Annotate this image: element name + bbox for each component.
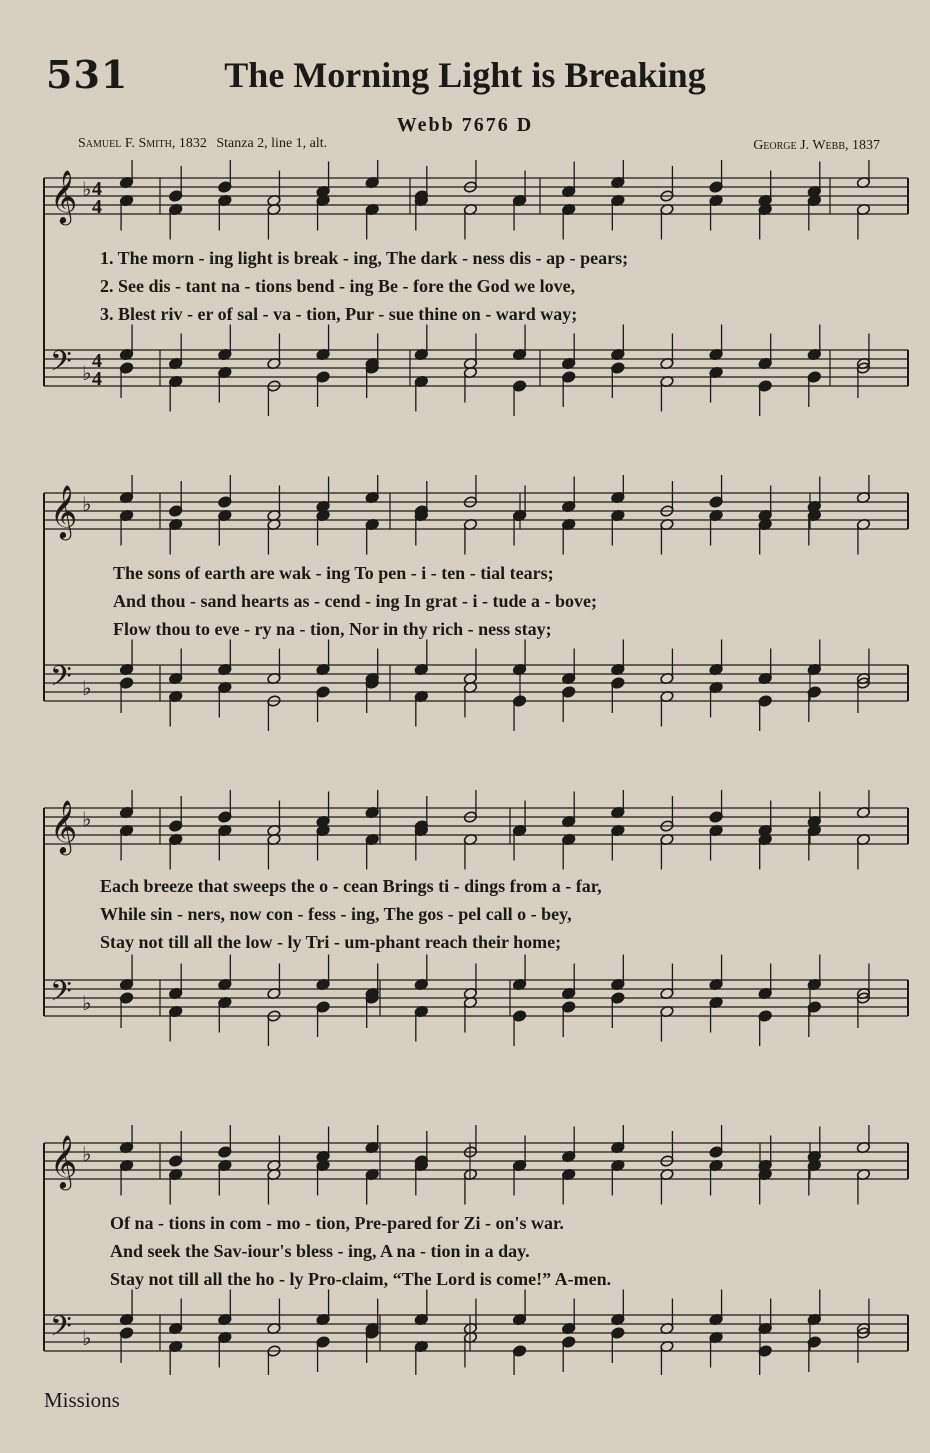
- lyric-line: And thou - sand hearts as - cend - ing In grat - i - tude a - bove;: [113, 591, 598, 611]
- lyric-line: Flow thou to eve - ry na - tion, Nor in thy rich - ness stay;: [113, 619, 552, 639]
- hymn-number: 531: [46, 52, 129, 97]
- flat-sign-icon: ♭: [82, 1142, 92, 1166]
- treble-staff: [44, 1125, 908, 1205]
- lyric-line: While sin - ners, now con - fess - ing, The gos - pel call o - bey,: [100, 904, 572, 924]
- bass-clef-icon: 𝄢: [50, 660, 72, 700]
- flat-sign-icon: ♭: [82, 361, 92, 385]
- hymn-category: Missions: [44, 1388, 120, 1412]
- bass-clef-icon: 𝄢: [50, 345, 72, 385]
- author-name: Samuel F. Smith, 1832: [78, 136, 207, 151]
- hymn-title: The Morning Light is Breaking: [224, 55, 706, 95]
- bass-staff: [44, 640, 908, 732]
- text-alteration-note: Stanza 2, line 1, alt.: [216, 136, 328, 151]
- treble-clef-icon: 𝄞: [50, 1134, 78, 1188]
- bass-clef-icon: 𝄢: [50, 1310, 72, 1350]
- flat-sign-icon: ♭: [82, 991, 92, 1015]
- flat-sign-icon: ♭: [82, 807, 92, 831]
- lyric-line: The sons of earth are wak - ing To pen - i - ten - tial tears;: [113, 563, 554, 583]
- lyric-line: Stay not till all the ho - ly Pro-claim, “The Lord is come!” A-men.: [110, 1269, 612, 1289]
- flat-sign-icon: ♭: [82, 177, 92, 201]
- bass-staff: [44, 1290, 908, 1376]
- time-signature-bottom: 4: [92, 368, 102, 390]
- time-signature-top: 4: [92, 178, 102, 200]
- treble-clef-icon: 𝄞: [50, 169, 78, 223]
- lyric-line: Each breeze that sweeps the o - cean Brings ti - dings from a - far,: [100, 876, 602, 896]
- flat-sign-icon: ♭: [82, 1326, 92, 1350]
- lyric-line: 3. Blest riv - er of sal - va - tion, Pur - sue thine on - ward way;: [100, 304, 578, 324]
- treble-staff: [44, 790, 908, 870]
- bass-staff: [44, 955, 908, 1047]
- composer-credit: George J. Webb, 1837: [753, 138, 880, 153]
- treble-clef-icon: 𝄞: [50, 799, 78, 853]
- tune-name: Webb 7676 D: [396, 114, 534, 136]
- time-signature-bottom: 4: [92, 196, 102, 218]
- flat-sign-icon: ♭: [82, 676, 92, 700]
- author-credit: [78, 136, 327, 152]
- lyric-line: Stay not till all the low - ly Tri - um-phant reach their home;: [100, 932, 562, 952]
- lyric-line: Of na - tions in com - mo - tion, Pre-pared for Zi - on's war.: [110, 1213, 564, 1233]
- treble-staff: [44, 475, 908, 555]
- flat-sign-icon: ♭: [82, 492, 92, 516]
- treble-staff: [44, 160, 908, 240]
- bass-clef-icon: 𝄢: [50, 975, 72, 1015]
- treble-clef-icon: 𝄞: [50, 484, 78, 538]
- time-signature-top: 4: [92, 350, 102, 372]
- lyric-line: 2. See dis - tant na - tions bend - ing Be - fore the God we love,: [100, 276, 576, 296]
- bass-staff: [44, 325, 908, 417]
- lyric-line: And seek the Sav-iour's bless - ing, A na - tion in a day.: [110, 1241, 530, 1261]
- lyric-line: 1. The morn - ing light is break - ing, The dark - ness dis - ap - pears;: [100, 248, 629, 268]
